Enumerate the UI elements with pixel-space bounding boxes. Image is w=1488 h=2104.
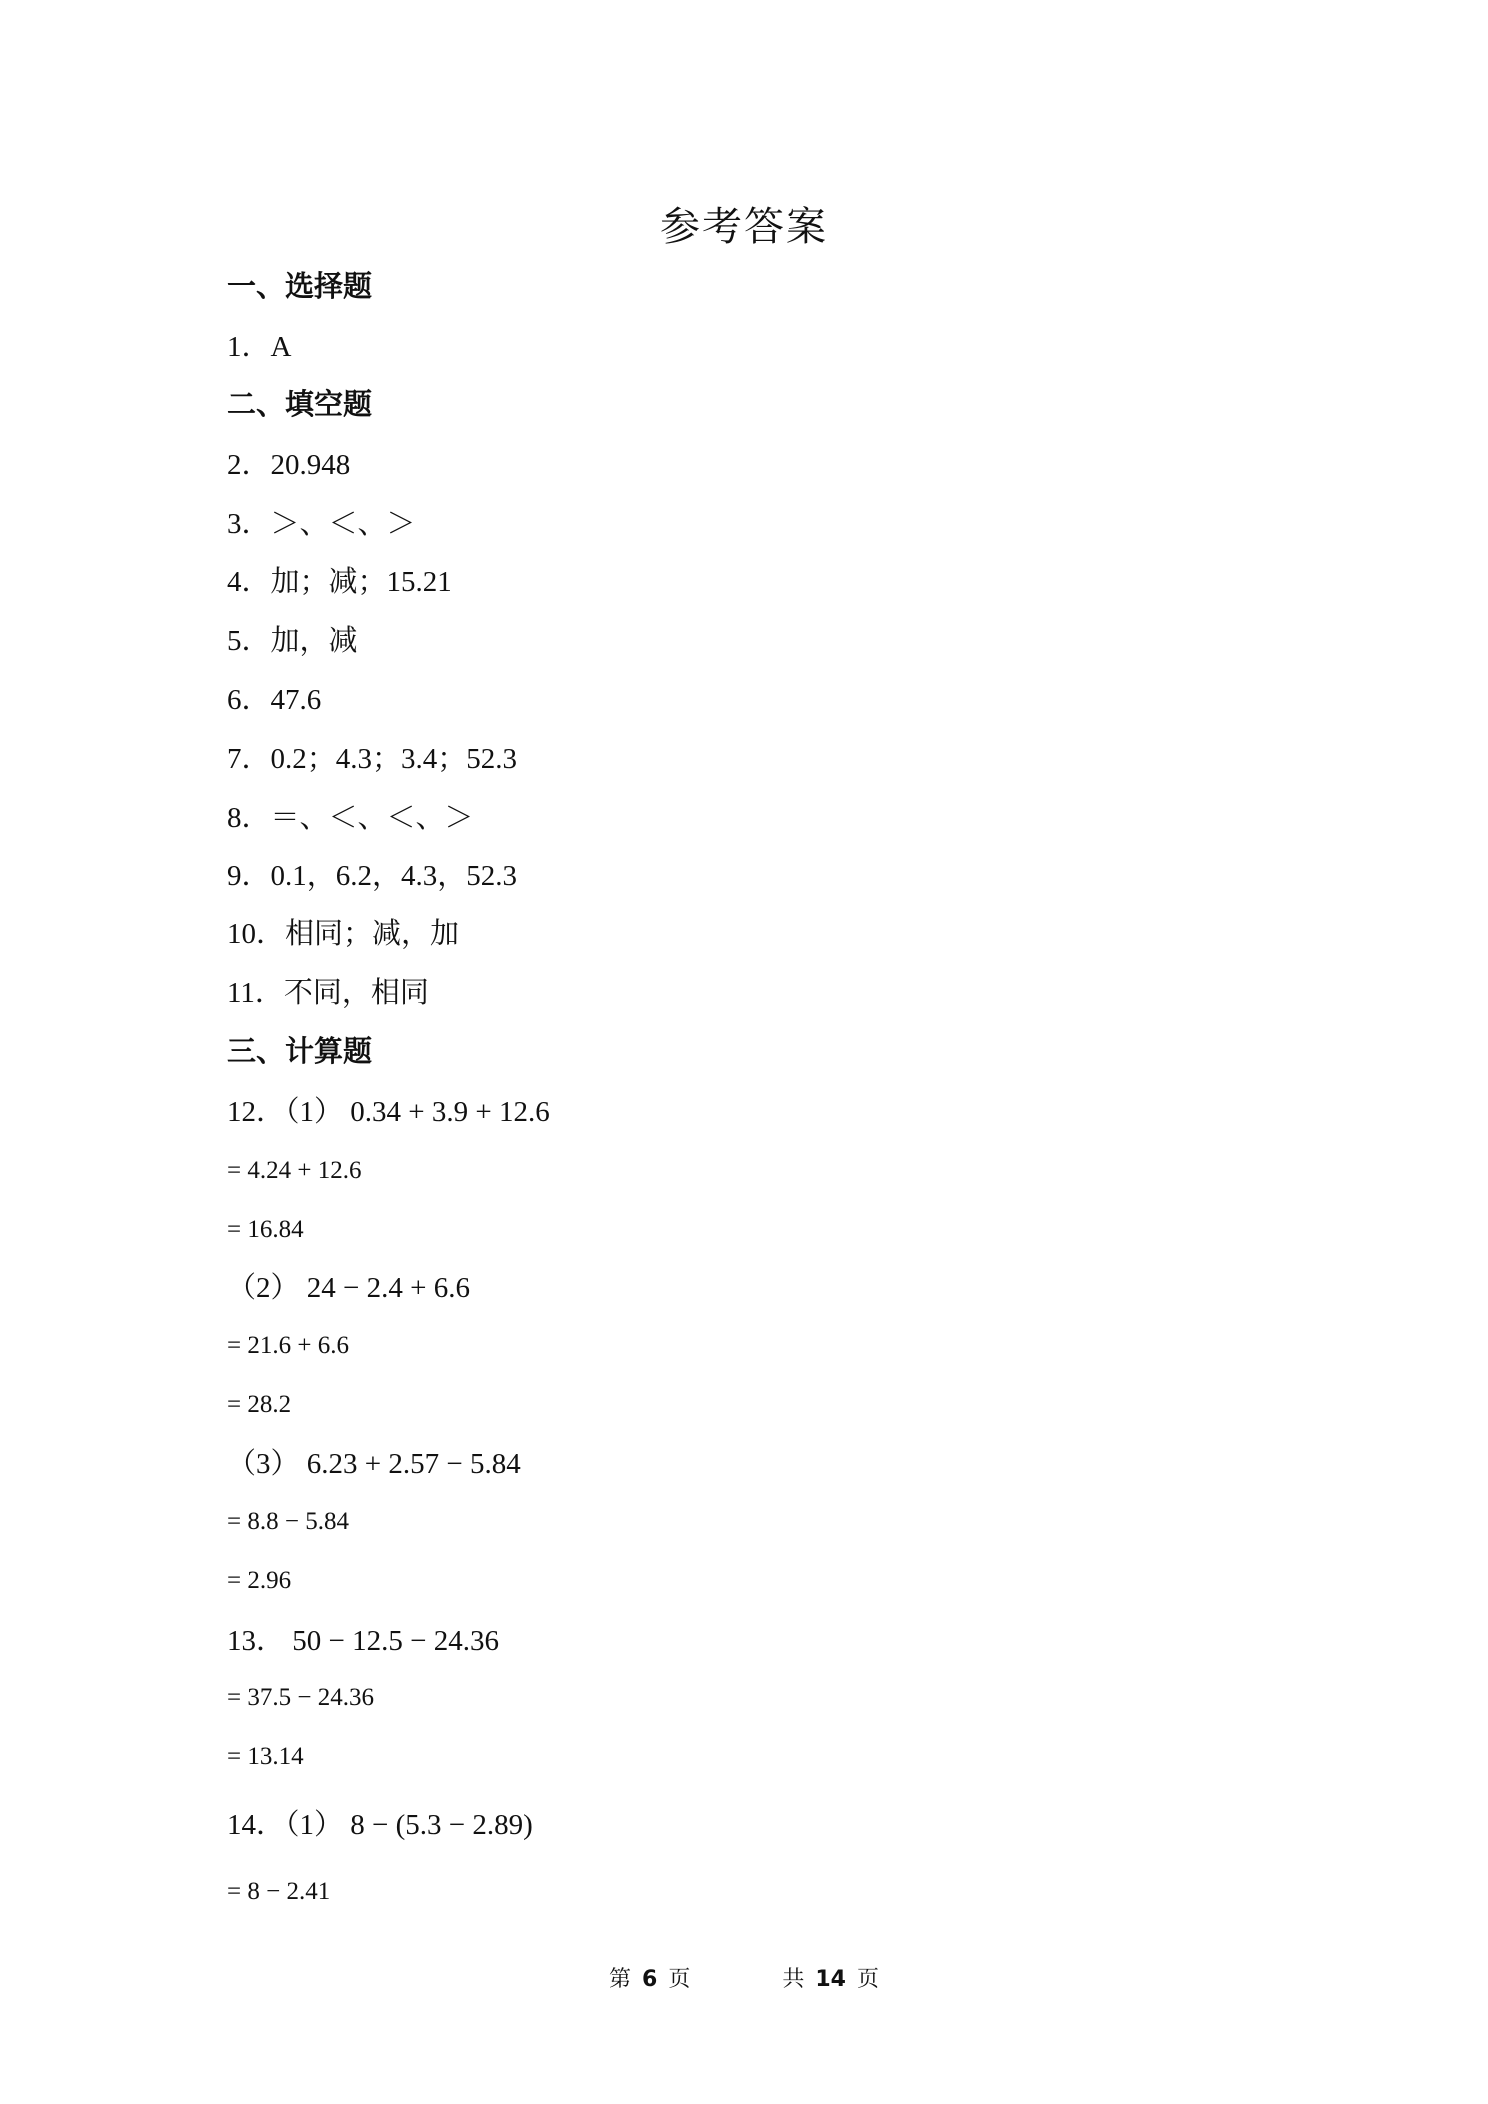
answer-line: 12．（1） 0.34 + 3.9 + 12.6 (227, 1096, 550, 1128)
footer-total-suffix: 页 (856, 1967, 879, 1992)
calc-step: = 37.5 − 24.36 (227, 1684, 374, 1711)
calc-step: = 28.2 (227, 1391, 292, 1418)
calc-step: = 8.8 − 5.84 (227, 1508, 349, 1535)
answer-line: 8．＝、＜、＜、＞ (227, 802, 474, 834)
answer-line: 7．0.2；4.3；3.4；52.3 (227, 743, 518, 775)
calc-step: = 8 − 2.41 (227, 1878, 331, 1905)
calc-step: = 21.6 + 6.6 (227, 1332, 349, 1359)
answer-line: （3） 6.23 + 2.57 − 5.84 (227, 1448, 521, 1480)
answer-line: （2） 24 − 2.4 + 6.6 (227, 1272, 470, 1304)
answer-line: 4．加；减；15.21 (227, 566, 452, 598)
footer-total-prefix: 共 (782, 1967, 805, 1992)
calc-step: = 4.24 + 12.6 (227, 1157, 362, 1184)
answer-line: 10．相同；减，加 (227, 918, 460, 950)
calc-step: = 16.84 (227, 1216, 304, 1243)
page-footer (0, 1962, 1488, 1993)
page-title: 参考答案 (660, 204, 828, 250)
answer-line: 5．加，减 (227, 625, 358, 657)
answer-line: 3．＞、＜、＞ (227, 508, 416, 540)
answer-line: 2．20.948 (227, 449, 351, 481)
section-heading-fill: 二、填空题 (227, 387, 373, 421)
answer-line: 9．0.1，6.2，4.3，52.3 (227, 860, 518, 892)
footer-page-number: 6 (642, 1967, 658, 1992)
answer-line: 14．（1） 8 − (5.3 − 2.89) (227, 1809, 533, 1841)
footer-total-pages: 14 (815, 1967, 846, 1992)
section-heading-choice: 一、选择题 (227, 269, 373, 303)
answer-line: 1．A (227, 331, 292, 363)
footer-page-suffix: 页 (668, 1967, 691, 1992)
footer-page-prefix: 第 (609, 1967, 632, 1992)
answer-line: 13． 50 − 12.5 − 24.36 (227, 1625, 499, 1657)
section-heading-calc: 三、计算题 (227, 1034, 373, 1068)
calc-step: = 2.96 (227, 1567, 292, 1594)
calc-step: = 13.14 (227, 1743, 304, 1770)
answer-line: 6．47.6 (227, 684, 322, 716)
answer-line: 11．不同，相同 (227, 977, 429, 1009)
